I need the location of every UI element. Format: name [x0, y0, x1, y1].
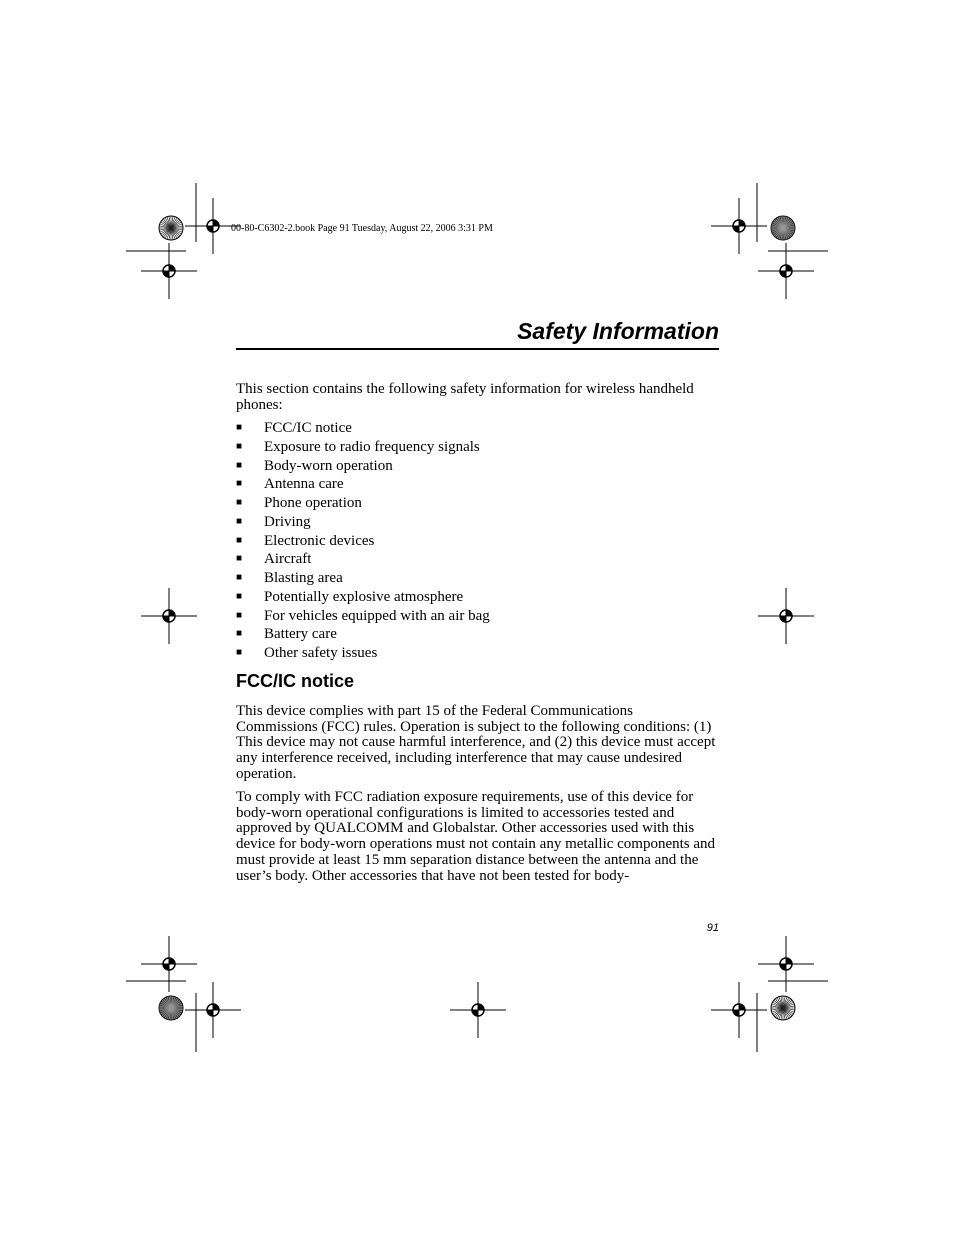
- list-item: [236, 419, 490, 438]
- safety-topics-list: [236, 419, 490, 663]
- list-item: [236, 607, 490, 626]
- list-item: [236, 513, 490, 532]
- list-item: [236, 532, 490, 551]
- bullet-icon: ■: [236, 440, 243, 452]
- bullet-icon: ■: [236, 590, 243, 602]
- list-item: [236, 588, 490, 607]
- registration-mark-icon: [758, 936, 814, 992]
- bullet-icon: ■: [236, 572, 243, 583]
- list-item: [236, 644, 490, 663]
- bullet-icon: ■: [236, 609, 243, 621]
- page-number: 91: [706, 922, 719, 934]
- starburst-mark-icon: [771, 216, 795, 240]
- list-item-label: Other safety issues: [264, 645, 378, 661]
- list-item-label: Aircraft: [264, 551, 312, 568]
- list-item: [236, 494, 490, 513]
- list-item-label: Blasting area: [264, 570, 343, 586]
- list-item-label: FCC/IC notice: [264, 420, 352, 436]
- registration-mark-icon: [141, 588, 197, 644]
- list-item-label: Driving: [264, 513, 311, 530]
- registration-mark-icon: [711, 198, 767, 254]
- starburst-mark-icon: [159, 216, 183, 240]
- registration-mark-icon: [711, 982, 767, 1038]
- paragraph: This device complies with part 15 of the Federal Communications Commissions (FCC) rules. Operation is subject to the following conditions: (1) This device may not cause harmful interference, and (2) this device must accept any interference received, including interference that may cause undesired operation.: [236, 703, 716, 782]
- list-item-label: For vehicles equipped with an air bag: [264, 607, 490, 624]
- starburst-mark-icon: [159, 996, 183, 1020]
- list-item-label: Phone operation: [264, 495, 362, 511]
- bullet-icon: ■: [236, 628, 243, 640]
- title-rule: [236, 348, 719, 350]
- bullet-icon: ■: [236, 478, 243, 490]
- bullet-icon: ■: [236, 497, 243, 508]
- intro-paragraph: This section contains the following safety information for wireless handheld phones:: [236, 381, 694, 413]
- registration-mark-icon: [141, 936, 197, 992]
- bullet-icon: ■: [236, 553, 243, 565]
- list-item: [236, 550, 490, 569]
- bullet-icon: ■: [236, 459, 243, 471]
- paragraph: To comply with FCC radiation exposure requirements, use of this device for body-worn operational configurations is limited to accessories tested and approved by QUALCOMM and Globalstar. Other accessories used with this device for body-worn operations must not contain any metallic components and must provide at least 15 mm separation distance between the antenna and the user’s body. Other accessories that have not been tested for body-: [236, 789, 716, 884]
- page-title: Safety Information: [517, 318, 719, 344]
- list-item-label: Battery care: [264, 626, 337, 643]
- bullet-icon: ■: [236, 647, 243, 658]
- registration-mark-icon: [758, 588, 814, 644]
- list-item-label: Antenna care: [264, 476, 344, 493]
- list-item-label: Exposure to radio frequency signals: [264, 438, 480, 455]
- list-item-label: Body-worn operation: [264, 457, 393, 474]
- bullet-icon: ■: [236, 422, 243, 433]
- list-item: [236, 569, 490, 588]
- section-heading: FCC/IC notice: [236, 671, 355, 691]
- bullet-icon: ■: [236, 534, 243, 546]
- list-item-label: Potentially explosive atmosphere: [264, 588, 464, 605]
- list-item: [236, 625, 490, 644]
- list-item: [236, 457, 490, 476]
- bullet-icon: ■: [236, 515, 243, 527]
- print-header-line: 00-80-C6302-2.book Page 91 Tuesday, August 22, 2006 3:31 PM: [231, 223, 493, 234]
- registration-mark-icon: [450, 982, 506, 1038]
- list-item: [236, 438, 490, 457]
- starburst-mark-icon: [771, 996, 795, 1020]
- list-item: [236, 475, 490, 494]
- list-item-label: Electronic devices: [264, 532, 375, 549]
- registration-mark-icon: [185, 982, 241, 1038]
